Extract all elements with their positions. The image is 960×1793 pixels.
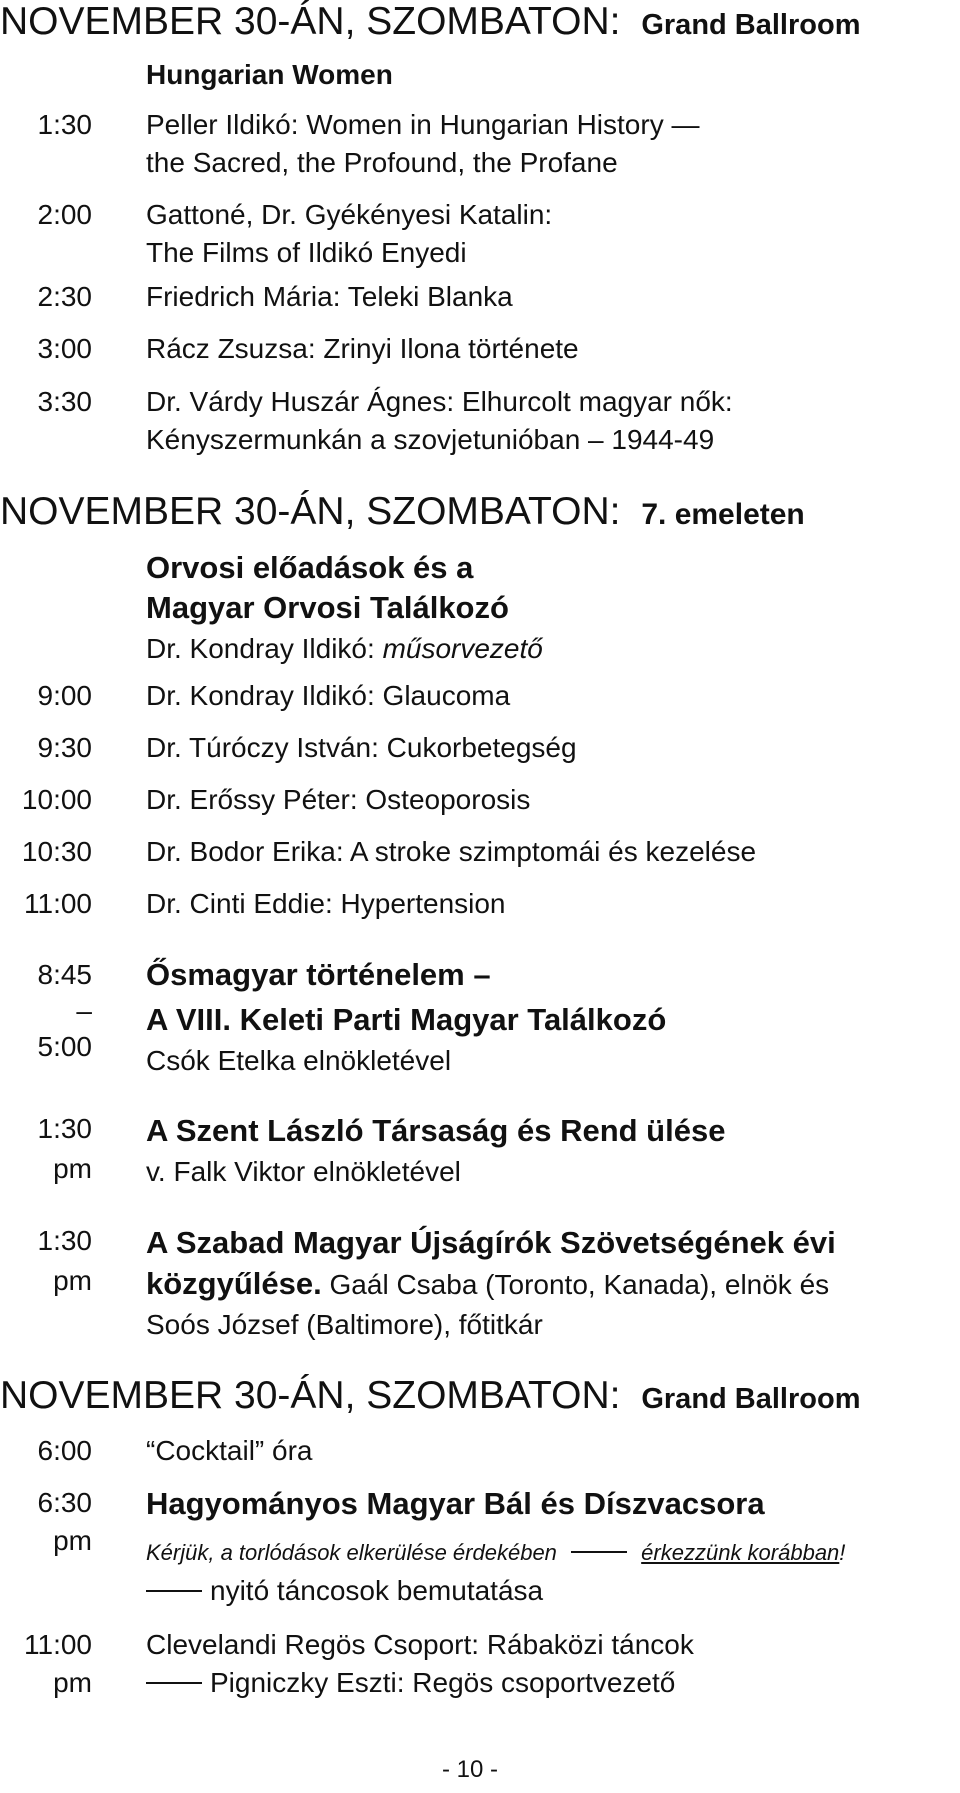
s2-item3-time: 10:00 xyxy=(21,784,92,815)
s4-item3-time1: 11:00 xyxy=(24,1629,92,1660)
s1-item1-line2: the Sacred, the Profound, the Profane xyxy=(146,147,618,178)
s3-event3-note: Soós József (Baltimore), főtitkár xyxy=(146,1309,543,1340)
s2-item4-text: Dr. Bodor Erika: A stroke szimptomái és kezelése xyxy=(146,836,757,867)
s4-item2-time2: pm xyxy=(53,1525,92,1556)
section2-title-line1: Orvosi előadások és a xyxy=(146,550,474,585)
notice-underlined: érkezzünk korábban xyxy=(641,1540,840,1565)
s1-item5-line1: Dr. Várdy Huszár Ágnes: Elhurcolt magyar nők: xyxy=(146,386,733,417)
moderator-name: Dr. Kondray Ildikó: xyxy=(146,633,383,664)
s3-event2-title: A Szent László Társaság és Rend ülése xyxy=(146,1113,726,1148)
s3-event2-note: v. Falk Viktor elnökletével xyxy=(146,1156,461,1187)
s1-item2-line2: The Films of Ildikó Enyedi xyxy=(146,237,467,268)
s4-item2-sub-text: nyitó táncosok bemutatása xyxy=(210,1575,544,1606)
s1-item3-line1: Friedrich Mária: Teleki Blanka xyxy=(146,281,513,312)
dash-icon xyxy=(571,1551,627,1553)
s3-event3-title-tail: közgyűlése. xyxy=(146,1266,322,1301)
s3-event3-time1: 1:30 xyxy=(37,1225,92,1256)
s3-event3-time2: pm xyxy=(53,1265,92,1296)
s3-event1-title1: Ősmagyar történelem – xyxy=(146,957,491,992)
s3-event3-note-tail: Gaál Csaba (Toronto, Kanada), elnök és xyxy=(321,1269,830,1300)
s1-item2-line1: Gattoné, Dr. Gyékényesi Katalin: xyxy=(146,199,553,230)
notice-text: Kérjük, a torlódások elkerülése érdekében xyxy=(146,1540,557,1565)
s1-item4-time: 3:00 xyxy=(37,333,92,364)
s2-item2-text: Dr. Túróczy István: Cukorbetegség xyxy=(146,732,577,763)
s3-event1-title2: A VIII. Keleti Parti Magyar Találkozó xyxy=(146,1002,667,1037)
s2-item5-text: Dr. Cinti Eddie: Hypertension xyxy=(146,888,506,919)
section4-date: NOVEMBER 30-ÁN, SZOMBATON: xyxy=(0,1374,621,1417)
s2-item4-time: 10:30 xyxy=(21,836,92,867)
section2-date: NOVEMBER 30-ÁN, SZOMBATON: xyxy=(0,490,621,533)
s3-event1-note: Csók Etelka elnökletével xyxy=(146,1045,452,1076)
s1-item2-time: 2:00 xyxy=(37,199,92,230)
s2-item3-text: Dr. Erőssy Péter: Osteoporosis xyxy=(146,784,531,815)
s4-item2-sub xyxy=(146,1572,543,1610)
s3-event3-title: A Szabad Magyar Újságírók Szövetségének évi xyxy=(146,1225,836,1260)
s3-event1-time1: 8:45 xyxy=(37,959,92,990)
section2-moderator xyxy=(146,630,543,668)
section2-venue: 7. emeleten xyxy=(641,498,805,531)
s3-event2-time1: 1:30 xyxy=(37,1113,92,1144)
s4-item2-time1: 6:30 xyxy=(37,1487,92,1518)
s4-item2-notice xyxy=(146,1538,845,1568)
s1-item3-time: 2:30 xyxy=(37,281,92,312)
s3-event2-time2: pm xyxy=(53,1153,92,1184)
s2-item1-text: Dr. Kondray Ildikó: Glaucoma xyxy=(146,680,511,711)
s2-item5-time: 11:00 xyxy=(24,888,92,919)
s4-item3-sub xyxy=(146,1664,675,1702)
s1-item1-line1: Peller Ildikó: Women in Hungarian History — xyxy=(146,109,700,140)
section2-title-line2: Magyar Orvosi Találkozó xyxy=(146,590,509,625)
s3-event1-time2: – xyxy=(76,995,92,1026)
section2-header xyxy=(0,490,805,537)
section1-subtitle: Hungarian Women xyxy=(146,59,393,90)
notice-end: ! xyxy=(839,1540,846,1565)
s4-item3-text: Clevelandi Regös Csoport: Rábaközi táncok xyxy=(146,1629,694,1660)
s1-item5-time: 3:30 xyxy=(37,386,92,417)
s1-item1-time: 1:30 xyxy=(37,109,92,140)
section1-venue: Grand Ballroom xyxy=(641,9,861,41)
section1-date: NOVEMBER 30-ÁN, SZOMBATON: xyxy=(0,0,621,43)
s4-item1-time: 6:00 xyxy=(37,1435,92,1466)
dash-icon xyxy=(146,1682,202,1684)
s4-item3-time2: pm xyxy=(53,1667,92,1698)
s4-item1-text: “Cocktail” óra xyxy=(146,1435,313,1466)
s1-item5-line2: Kényszermunkán a szovjetunióban – 1944-49 xyxy=(146,424,715,455)
s3-event1-time3: 5:00 xyxy=(37,1031,92,1062)
section4-venue: Grand Ballroom xyxy=(641,1383,861,1415)
s2-item2-time: 9:30 xyxy=(37,732,92,763)
moderator-role: műsorvezető xyxy=(382,633,543,664)
s4-item2-title: Hagyományos Magyar Bál és Díszvacsora xyxy=(146,1486,765,1521)
section1-header xyxy=(0,0,861,47)
page-number: - 10 - xyxy=(442,1756,499,1783)
dash-icon xyxy=(146,1590,202,1592)
s3-event3-line2 xyxy=(146,1264,829,1304)
section4-header xyxy=(0,1374,861,1421)
s2-item1-time: 9:00 xyxy=(37,680,92,711)
s4-item3-sub-text: Pigniczky Eszti: Regös csoportvezető xyxy=(210,1667,676,1698)
s1-item4-line1: Rácz Zsuzsa: Zrinyi Ilona története xyxy=(146,333,579,364)
